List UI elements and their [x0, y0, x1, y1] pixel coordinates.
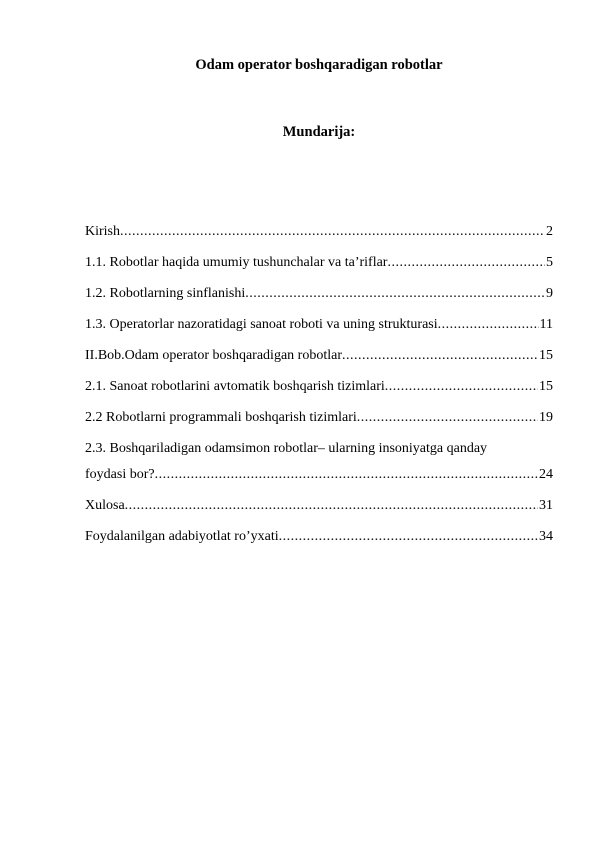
dot-leader — [387, 253, 545, 273]
toc-entry-2-1[interactable] — [85, 377, 553, 397]
toc-heading: Mundarija: — [282, 124, 356, 140]
dot-leader — [125, 496, 538, 516]
toc-entry-2-3[interactable] — [85, 439, 553, 485]
dot-leader — [279, 527, 538, 547]
dot-leader — [342, 346, 538, 366]
dot-leader — [438, 315, 539, 335]
toc-entry-kirish[interactable] — [85, 222, 553, 242]
toc-entry-label: 1.3. Operatorlar nazoratidagi sanoat roboti va uning strukturasi — [85, 317, 438, 332]
toc-entry-page: 11 — [539, 317, 553, 332]
toc-entry-page: 2 — [546, 224, 553, 239]
toc-entry-label: Kirish — [85, 224, 120, 239]
toc-entry-label-line2: foydasi bor? — [85, 467, 155, 482]
toc-entry-page: 9 — [546, 286, 553, 301]
toc-entry-xulosa[interactable] — [85, 496, 553, 516]
toc-entry-page: 15 — [539, 348, 553, 363]
toc-entry-page: 34 — [539, 529, 553, 544]
toc-entry-2-2[interactable] — [85, 408, 553, 428]
toc-entry-label: 1.1. Robotlar haqida umumiy tushunchalar va ta’riflar — [85, 255, 388, 270]
toc-entry-1-3[interactable] — [85, 315, 553, 335]
toc-entry-label: 2.1. Sanoat robotlarini avtomatik boshqarish tizimlari — [85, 379, 385, 394]
table-of-contents — [85, 222, 553, 558]
toc-entry-page: 15 — [539, 379, 553, 394]
toc-entry-page: 24 — [539, 467, 553, 482]
toc-entry-label: Xulosa — [85, 498, 125, 513]
toc-entry-label-line1: 2.3. Boshqariladigan odamsimon robotlar– ularning insoniyatga qanday — [85, 441, 488, 456]
toc-entry-label: II.Bob.Odam operator boshqaradigan robotlar — [85, 348, 342, 363]
dot-leader — [245, 284, 545, 304]
toc-entry-page: 5 — [546, 255, 553, 270]
toc-entry-adabiyotlar[interactable] — [85, 527, 553, 547]
toc-entry-1-2[interactable] — [85, 284, 553, 304]
toc-entry-1-1[interactable] — [85, 253, 553, 273]
document-title: Odam operator boshqaradigan robotlar — [195, 57, 443, 73]
toc-entry-label: 2.2 Robotlarni programmali boshqarish tizimlari — [85, 410, 357, 425]
dot-leader — [120, 222, 545, 242]
toc-entry-page: 31 — [539, 498, 553, 513]
dot-leader — [385, 377, 538, 397]
dot-leader — [155, 465, 538, 485]
toc-entry-label: Foydalanilgan adabiyotlat ro’yxati — [85, 529, 279, 544]
dot-leader — [357, 408, 538, 428]
toc-entry-ii-bob[interactable] — [85, 346, 553, 366]
toc-entry-label: 1.2. Robotlarning sinflanishi — [85, 286, 246, 301]
toc-entry-page: 19 — [539, 410, 553, 425]
